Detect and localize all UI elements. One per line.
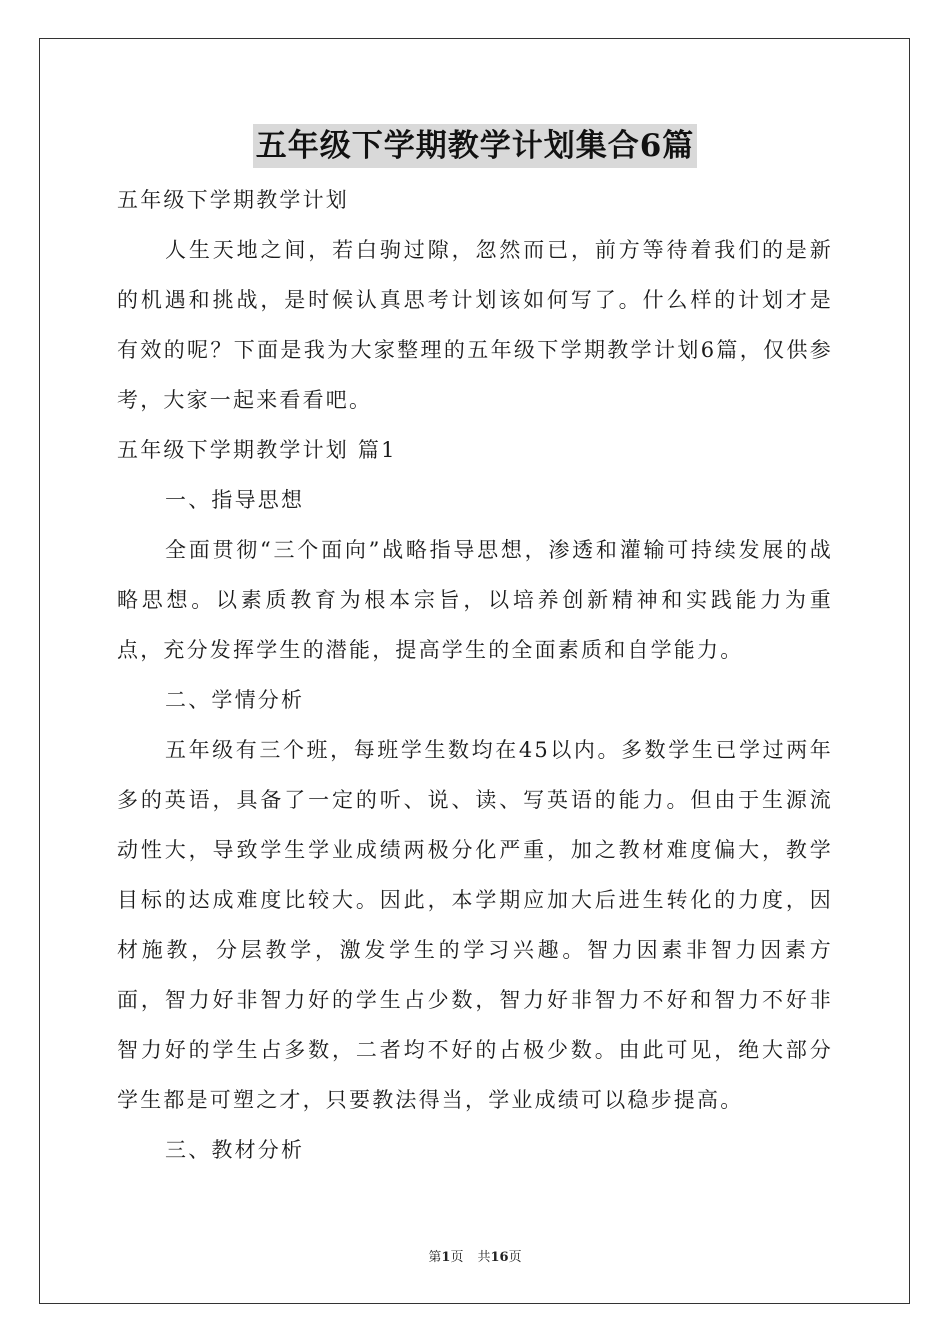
- title-container: [0, 124, 950, 168]
- document-title: 五年级下学期教学计划集合6篇: [253, 124, 698, 168]
- document-body: [117, 175, 833, 1175]
- total-unit: 页: [508, 1250, 522, 1265]
- subheading-student-analysis: 二、学情分析: [165, 688, 305, 712]
- subheading-guiding-ideology: 一、指导思想: [165, 488, 305, 512]
- article-heading: 五年级下学期教学计划 篇1: [117, 438, 397, 462]
- paragraph-student-analysis: 五年级有三个班，每班学生数均在45以内。多数学生已学过两年多的英语，具备了一定的听、说、读、写英语的能力。但由于生源流动性大，导致学生学业成绩两极分化严重，加之教材难度偏大，教学目标的达成难度比较大。因此，本学期应加大后进生转化的力度，因材施教，分层教学，激发学生的学习兴趣。智力因素非智力因素方面，智力好非智力好的学生占少数，智力好非智力不好和智力不好非智力好的学生占多数，二者均不好的占极少数。由此可见，绝大部分学生都是可塑之才，只要教法得当，学业成绩可以稳步提高。: [117, 738, 833, 1112]
- section-heading: 五年级下学期教学计划: [117, 188, 349, 212]
- page-footer: [0, 1246, 950, 1265]
- total-pages-number: 16: [490, 1250, 509, 1265]
- intro-paragraph: 人生天地之间，若白驹过隙，忽然而已，前方等待着我们的是新的机遇和挑战，是时候认真思考计划该如何写了。什么样的计划才是有效的呢？下面是我为大家整理的五年级下学期教学计划6篇，仅供参考，大家一起来看看吧。: [117, 238, 833, 412]
- current-page-number: 1: [441, 1250, 451, 1265]
- total-prefix: 共: [477, 1250, 491, 1265]
- paragraph-guiding-ideology: 全面贯彻“三个面向”战略指导思想，渗透和灌输可持续发展的战略思想。以素质教育为根本宗旨，以培养创新精神和实践能力为重点，充分发挥学生的潜能，提高学生的全面素质和自学能力。: [117, 538, 833, 662]
- page-prefix: 第: [428, 1250, 442, 1265]
- subheading-textbook-analysis: 三、教材分析: [165, 1138, 305, 1162]
- page-unit: 页: [450, 1250, 464, 1265]
